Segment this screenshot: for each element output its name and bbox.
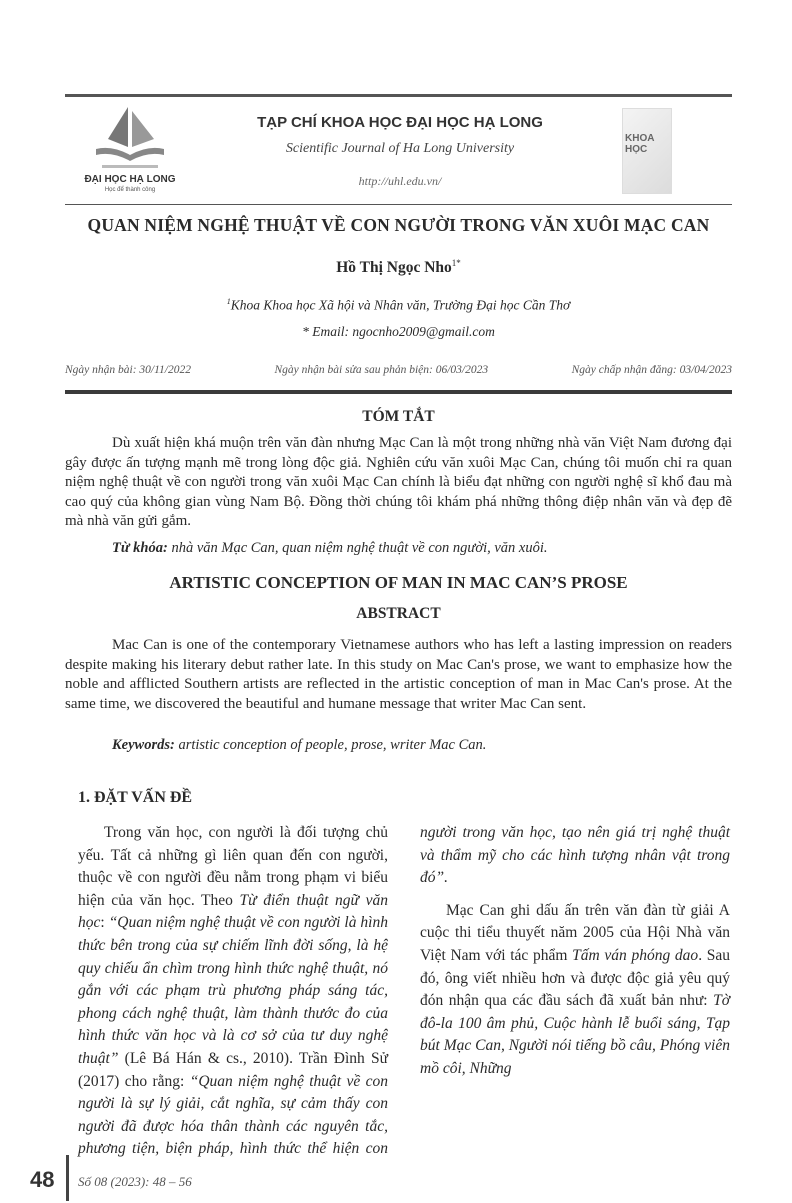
issue-info: Số 08 (2023): 48 – 56	[78, 1174, 192, 1189]
logo-slogan: Học để thành công	[104, 187, 156, 193]
text-segment: Mạc Can ghi dấu ấn trên văn đàn từ giải A cuộc thi tiểu thuyết năm 2005 của Hội Nhà văn Việt Nam với tác phẩm	[420, 901, 730, 964]
text-segment-italic: Tờ đô-la 100 âm phủ, Cuộc hành lễ buổi sáng, Tạp bút Mạc Can, Người nói tiếng bồ câu, Phóng viên mồ côi, Những	[420, 992, 730, 1077]
keywords-text: nhà văn Mạc Can, quan niệm nghệ thuật về con người, văn xuôi.	[167, 540, 548, 556]
page-number: 48	[30, 1167, 55, 1192]
header-top-rule	[65, 94, 732, 97]
keywords-label-en: Keywords:	[112, 737, 175, 753]
author-text: Hồ Thị Ngọc Nho	[336, 259, 452, 277]
author-superscript: 1*	[451, 258, 461, 268]
author-name	[65, 258, 732, 277]
article-title: QUAN NIỆM NGHỆ THUẬT VỀ CON NGƯỜI TRONG VĂN XUÔI MẠC CAN	[87, 215, 710, 235]
logo-name: ĐẠI HỌC HẠ LONG	[84, 174, 176, 185]
text-segment-italic: Tấm ván phóng dao	[572, 946, 699, 964]
text-segment: Trong văn học, con người là đối tượng chủ yếu. Tất cả những gì liên quan đến con người, thuộc về con người đều nằm trong phạm vi biểu hiện của văn học. Theo	[78, 824, 388, 909]
date-revised: Ngày nhận bài sửa sau phản biện: 06/03/2023	[274, 364, 489, 376]
journal-cover-image	[622, 108, 672, 194]
abstract-keywords	[112, 737, 732, 754]
affiliation	[65, 297, 732, 314]
summary-keywords	[112, 540, 732, 557]
abstract-text: Mac Can is one of the contemporary Vietnamese authors who has left a lasting impression on readers despite making his literary debut rather late. In this study on Mac Can's prose, we want to emphasize how the noble and afflicted Southern artists are reflected in the artistic conception of man in Mac Can's prose. At the same time, we discovered the beautiful and humane message that writer Mac Can sent.	[65, 637, 732, 712]
section-heading: 1. ĐẶT VẤN ĐỀ	[78, 789, 193, 806]
ship-book-logo-icon	[88, 103, 172, 171]
affiliation-superscript: 1	[226, 297, 231, 306]
body-paragraph-2	[420, 900, 730, 1081]
keywords-text-en: artistic conception of people, prose, writer Mac Can.	[174, 737, 487, 753]
author-email[interactable]: * Email: ngocnho2009@gmail.com	[302, 324, 495, 339]
text-segment: (Lê Bá Hán & cs., 2010). Trần Đình Sử (2017) cho rằng:	[78, 1049, 388, 1090]
text-segment: . Sau đó, ông viết nhiều hơn và được độc giả yêu quý đón nhận qua các đầu sách đã xuất bản như:	[420, 946, 731, 1010]
dates-rule	[65, 390, 732, 394]
header-bottom-rule	[65, 204, 732, 205]
cover-text: KHOA HỌC	[625, 133, 655, 155]
quote-italic: “Quan niệm nghệ thuật về con người là hình thức bên trong của sự chiếm lĩnh đời sống, là hệ quy chiếu ẩn chìm trong hình thức nghệ thuật, nó gắn với các phạm trù phương pháp sáng tác, phong cách nghệ thuật, làm thành thước đo của hình thức văn học và là cơ sở của tư duy nghệ thuật”	[78, 914, 388, 1067]
footer-divider	[66, 1155, 69, 1201]
abstract-heading: ABSTRACT	[356, 605, 441, 622]
english-title: ARTISTIC CONCEPTION OF MAN IN MAC CAN’S PROSE	[169, 573, 628, 592]
journal-title: TẠP CHÍ KHOA HỌC ĐẠI HỌC HẠ LONG	[257, 114, 543, 131]
affiliation-text: Khoa Khoa học Xã hội và Nhân văn, Trường Đại học Cần Thơ	[230, 297, 571, 313]
journal-url[interactable]: http://uhl.edu.vn/	[358, 174, 442, 188]
text-segment-italic: Từ điển thuật ngữ văn học	[78, 891, 388, 932]
university-logo	[88, 103, 172, 171]
article-dates	[65, 364, 732, 376]
summary-heading: TÓM TẮT	[362, 408, 435, 425]
text-segment: :	[100, 914, 109, 932]
date-accepted: Ngày chấp nhận đăng: 03/04/2023	[571, 364, 732, 376]
quote-italic: “Quan niệm nghệ thuật về con người là sự lý giải, cắt nghĩa, sự cảm thấy con người đã được hóa thân thành các nguyên tắc, phương tiện, biện pháp, hình thức thể hiện con người trong văn học, tạo nên giá trị nghệ thuật và thẩm mỹ cho các hình tượng nhân vật trong đó”.	[78, 824, 730, 1158]
summary-text: Dù xuất hiện khá muộn trên văn đàn nhưng Mạc Can là một trong những nhà văn Việt Nam đương đại gây được ấn tượng mạnh mẽ trong lòng độc giả. Nghiên cứu văn xuôi Mạc Can, chúng tôi muốn chỉ ra quan niệm nghệ thuật về con người trong văn xuôi Mạc Can chính là biểu đạt những con người nghệ sĩ khổ đau mà cao quý của không gian vùng Nam Bộ. Đồng thời chúng tôi khám phá những thông điệp nhân văn và đẹp đẽ mà nhà văn gửi gắm.	[65, 435, 732, 529]
keywords-label: Từ khóa:	[112, 540, 168, 556]
date-received: Ngày nhận bài: 30/11/2022	[65, 364, 191, 376]
column-left-and-right	[78, 822, 730, 1162]
journal-subtitle: Scientific Journal of Ha Long University	[285, 141, 515, 156]
